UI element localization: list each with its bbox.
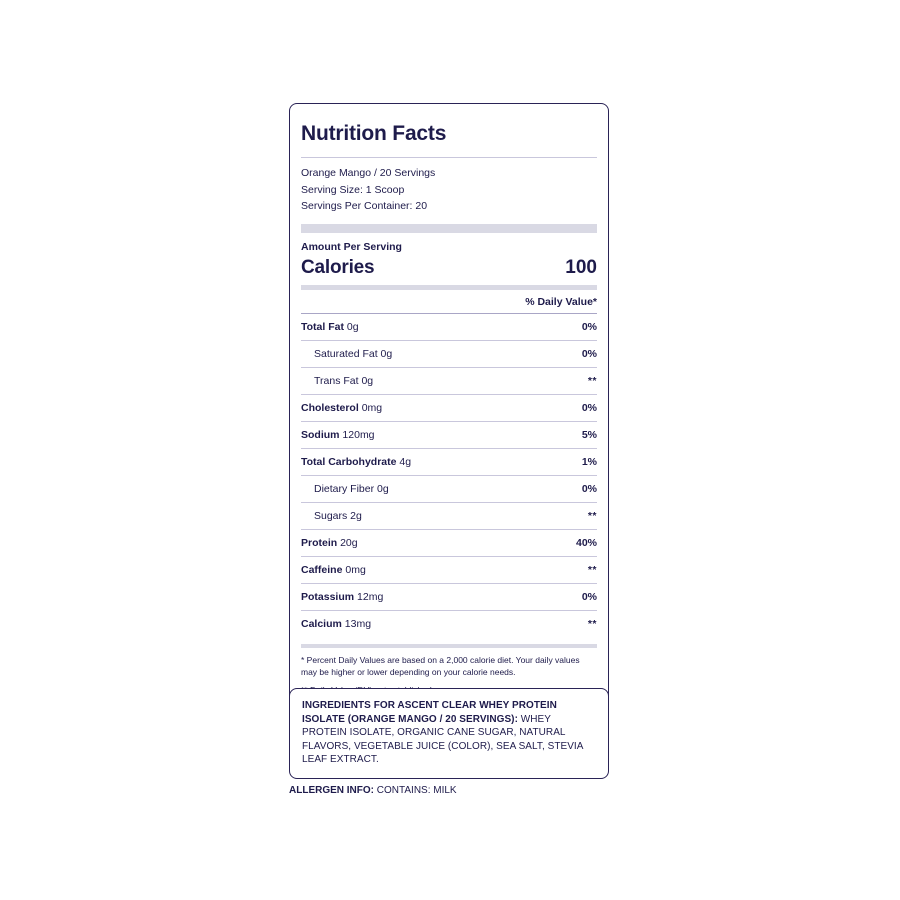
allergen-value: CONTAINS: MILK (374, 785, 457, 796)
nutrient-name-bold: Total Fat (301, 320, 344, 333)
divider-bar-thick (301, 224, 597, 233)
table-row (301, 583, 597, 610)
nutrient-name-bold: Protein (301, 536, 338, 549)
nutrient-name (301, 483, 389, 495)
nutrient-dv: 5% (581, 428, 597, 441)
nutrient-amount: 0mg (345, 563, 366, 576)
serving-size-text: Serving Size: 1 Scoop (301, 183, 405, 196)
nutrient-dv: 0% (581, 401, 597, 414)
nutrient-name-bold: Sodium (301, 428, 340, 441)
nutrient-name-bold: Caffeine (301, 563, 343, 576)
nutrient-name-bold: Potassium (301, 590, 355, 603)
flavor-servings-text: Orange Mango / 20 Servings (301, 167, 436, 180)
nutrient-amount: 20g (340, 536, 358, 549)
allergen-label: ALLERGEN INFO: (289, 785, 374, 796)
nutrient-dv: ** (587, 509, 597, 522)
ingredients-text (302, 699, 596, 767)
nutrient-dv: 0% (581, 347, 597, 360)
daily-value-header: % Daily Value* (525, 295, 597, 308)
allergen-info (289, 784, 619, 798)
calories-row (301, 253, 597, 279)
nutrient-name (301, 456, 411, 468)
table-row (301, 556, 597, 583)
nutrient-amount: 0mg (361, 401, 383, 414)
nutrient-dv: ** (587, 617, 597, 630)
nutrient-name (301, 321, 359, 333)
nutrient-name (301, 618, 371, 630)
table-row (301, 421, 597, 448)
table-row (301, 340, 597, 367)
nutrient-amount: Saturated Fat 0g (314, 347, 393, 360)
nutrient-dv: ** (587, 563, 597, 576)
nutrient-name (301, 564, 366, 576)
nutrient-amount: 4g (399, 455, 412, 468)
table-row (301, 475, 597, 502)
nutrient-dv: 0% (581, 590, 597, 603)
table-row (301, 367, 597, 394)
table-row (301, 502, 597, 529)
nutrient-name (301, 591, 383, 603)
nutrient-name (301, 510, 362, 522)
nutrient-dv: 40% (575, 536, 597, 549)
footnote-daily-values: * Percent Daily Values are based on a 2,000 calorie diet. Your daily values may be higher or lower depending on your calorie needs. (301, 654, 580, 677)
divider-bar-small (301, 644, 597, 648)
nutrient-dv: 0% (581, 320, 597, 333)
nutrition-facts-panel (289, 103, 609, 709)
nutrient-amount: Trans Fat 0g (314, 374, 374, 387)
nutrient-amount: Dietary Fiber 0g (314, 482, 389, 495)
table-row (301, 313, 597, 340)
amount-per-serving-label: Amount Per Serving (301, 240, 402, 253)
page-title: Nutrition Facts (301, 122, 447, 145)
nutrient-name-bold: Total Carbohydrate (301, 455, 397, 468)
ingredients-panel (289, 688, 609, 779)
nutrient-name-bold: Calcium (301, 617, 342, 630)
serving-info-block (301, 158, 597, 215)
nutrient-name (301, 537, 358, 549)
nutrient-name-bold: Cholesterol (301, 401, 359, 414)
nutrient-amount: 120mg (342, 428, 375, 441)
table-row (301, 448, 597, 475)
nutrient-name (301, 375, 373, 387)
nutrient-amount: 13mg (344, 617, 372, 630)
nutrient-dv: 1% (581, 455, 597, 468)
table-row (301, 610, 597, 637)
table-row (301, 529, 597, 556)
ingredients-heading: INGREDIENTS FOR ASCENT CLEAR WHEY PROTEIN ISOLATE (ORANGE MANGO / 20 SERVINGS): (302, 700, 557, 725)
calories-value: 100 (565, 256, 597, 278)
nutrient-name (301, 402, 382, 414)
nutrient-name (301, 348, 392, 360)
nutrient-amount: Sugars 2g (314, 509, 362, 522)
nutrient-amount: 12mg (357, 590, 384, 603)
nutrient-name (301, 429, 375, 441)
ingredients-body: WHEY PROTEIN ISOLATE, ORGANIC CANE SUGAR, NATURAL FLAVORS, VEGETABLE JUICE (COLOR), SEA SALT, STEVIA LEAF EXTRACT. (302, 713, 583, 765)
table-row (301, 394, 597, 421)
nutrient-dv: 0% (581, 482, 597, 495)
nutrient-amount: 0g (346, 320, 359, 333)
servings-per-container-text: Servings Per Container: 20 (301, 200, 428, 213)
calories-label: Calories (301, 256, 375, 278)
nutrient-dv: ** (587, 374, 597, 387)
